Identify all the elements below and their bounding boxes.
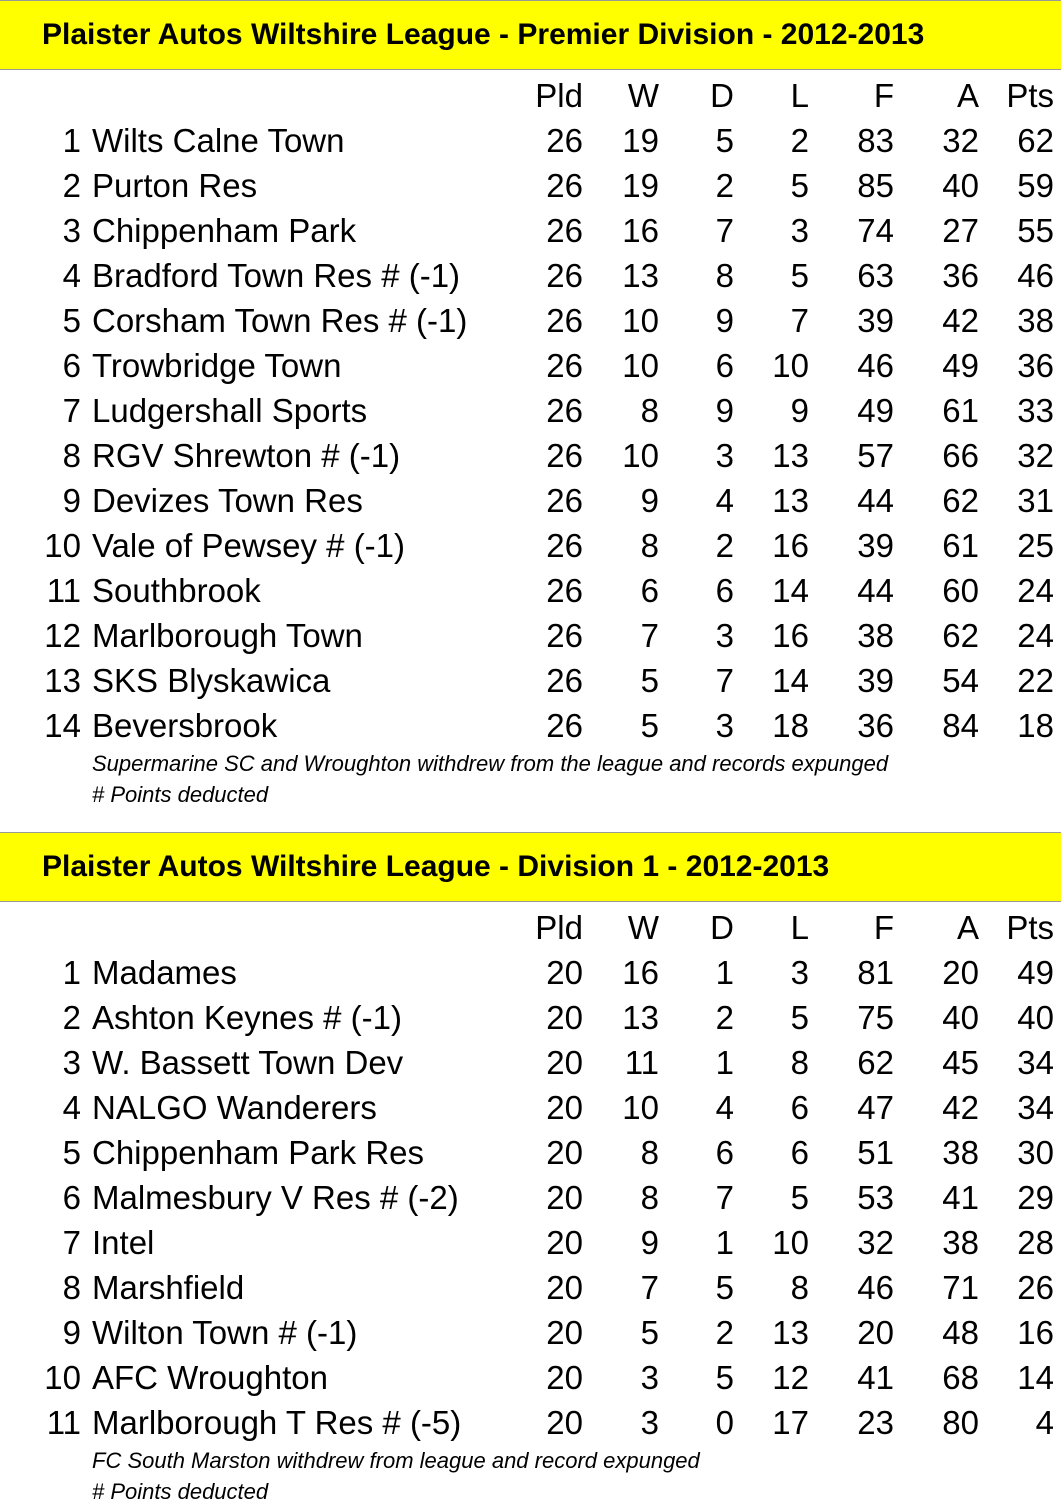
a-cell: 32 xyxy=(942,122,979,159)
table-row xyxy=(0,1310,1061,1355)
d-cell: 5 xyxy=(715,1359,734,1396)
l-cell: 2 xyxy=(790,122,809,159)
position-cell: 9 xyxy=(62,1314,81,1351)
table-row xyxy=(0,1220,1061,1265)
position-cell: 14 xyxy=(44,707,81,744)
team-name-cell: Southbrook xyxy=(92,572,261,609)
w-cell: 8 xyxy=(640,1179,659,1216)
column-header-f: F xyxy=(873,77,894,114)
pld-cell: 26 xyxy=(546,617,583,654)
pts-cell: 36 xyxy=(1017,347,1054,384)
a-cell: 41 xyxy=(942,1179,979,1216)
d-cell: 6 xyxy=(715,347,734,384)
table-row xyxy=(0,1355,1061,1400)
w-cell: 9 xyxy=(640,482,659,519)
a-cell: 20 xyxy=(942,954,979,991)
position-cell: 3 xyxy=(62,1044,81,1081)
position-cell: 10 xyxy=(44,1359,81,1396)
f-cell: 75 xyxy=(857,999,894,1036)
l-cell: 18 xyxy=(772,707,809,744)
f-cell: 63 xyxy=(857,257,894,294)
team-name-cell: SKS Blyskawica xyxy=(92,662,331,699)
team-name-cell: Chippenham Park Res xyxy=(92,1134,424,1171)
w-cell: 5 xyxy=(640,662,659,699)
f-cell: 74 xyxy=(857,212,894,249)
l-cell: 5 xyxy=(790,999,809,1036)
table-row xyxy=(0,1265,1061,1310)
d-cell: 1 xyxy=(715,954,734,991)
table-row xyxy=(0,1130,1061,1175)
team-name-cell: Ashton Keynes # (-1) xyxy=(92,999,402,1036)
pts-cell: 49 xyxy=(1017,954,1054,991)
pts-cell: 38 xyxy=(1017,302,1054,339)
w-cell: 13 xyxy=(622,257,659,294)
d-cell: 7 xyxy=(715,212,734,249)
l-cell: 8 xyxy=(790,1044,809,1081)
column-header-l: L xyxy=(790,909,809,946)
a-cell: 80 xyxy=(942,1404,979,1441)
pts-cell: 32 xyxy=(1017,437,1054,474)
a-cell: 71 xyxy=(942,1269,979,1306)
d-cell: 5 xyxy=(715,1269,734,1306)
position-cell: 13 xyxy=(44,662,81,699)
table-row xyxy=(0,343,1061,388)
w-cell: 8 xyxy=(640,527,659,564)
pts-cell: 46 xyxy=(1017,257,1054,294)
w-cell: 6 xyxy=(640,572,659,609)
pts-cell: 31 xyxy=(1017,482,1054,519)
column-header-a: A xyxy=(956,909,979,946)
team-name-cell: Marshfield xyxy=(92,1269,245,1306)
l-cell: 10 xyxy=(772,347,809,384)
w-cell: 10 xyxy=(622,347,659,384)
a-cell: 62 xyxy=(942,482,979,519)
column-header-pts: Pts xyxy=(1006,909,1054,946)
column-header-w: W xyxy=(627,909,659,946)
a-cell: 49 xyxy=(942,347,979,384)
column-header-pld: Pld xyxy=(535,77,583,114)
l-cell: 13 xyxy=(772,482,809,519)
table-title-banner xyxy=(0,0,1061,70)
pts-cell: 40 xyxy=(1017,999,1054,1036)
d-cell: 1 xyxy=(715,1224,734,1261)
l-cell: 6 xyxy=(790,1134,809,1171)
team-name-cell: Intel xyxy=(92,1224,155,1261)
position-cell: 2 xyxy=(62,999,81,1036)
w-cell: 19 xyxy=(622,122,659,159)
f-cell: 53 xyxy=(857,1179,894,1216)
l-cell: 14 xyxy=(772,572,809,609)
team-name-cell: Vale of Pewsey # (-1) xyxy=(92,527,406,564)
pld-cell: 26 xyxy=(546,257,583,294)
pld-cell: 20 xyxy=(546,1359,583,1396)
f-cell: 20 xyxy=(857,1314,894,1351)
column-header-d: D xyxy=(710,909,734,946)
position-cell: 1 xyxy=(62,122,81,159)
pts-cell: 29 xyxy=(1017,1179,1054,1216)
table-row xyxy=(0,658,1061,703)
f-cell: 44 xyxy=(857,572,894,609)
f-cell: 46 xyxy=(857,347,894,384)
l-cell: 14 xyxy=(772,662,809,699)
pld-cell: 26 xyxy=(546,437,583,474)
d-cell: 1 xyxy=(715,1044,734,1081)
d-cell: 7 xyxy=(715,662,734,699)
pld-cell: 20 xyxy=(546,999,583,1036)
a-cell: 68 xyxy=(942,1359,979,1396)
position-cell: 4 xyxy=(62,257,81,294)
f-cell: 44 xyxy=(857,482,894,519)
d-cell: 7 xyxy=(715,1179,734,1216)
f-cell: 81 xyxy=(857,954,894,991)
position-cell: 10 xyxy=(44,527,81,564)
pld-cell: 20 xyxy=(546,1044,583,1081)
f-cell: 47 xyxy=(857,1089,894,1126)
a-cell: 38 xyxy=(942,1224,979,1261)
l-cell: 3 xyxy=(790,212,809,249)
l-cell: 5 xyxy=(790,167,809,204)
f-cell: 41 xyxy=(857,1359,894,1396)
a-cell: 62 xyxy=(942,617,979,654)
pld-cell: 20 xyxy=(546,1404,583,1441)
d-cell: 9 xyxy=(715,392,734,429)
table-header-row xyxy=(0,905,1061,950)
pld-cell: 26 xyxy=(546,572,583,609)
table-row xyxy=(0,433,1061,478)
l-cell: 13 xyxy=(772,1314,809,1351)
pld-cell: 20 xyxy=(546,1314,583,1351)
position-cell: 6 xyxy=(62,347,81,384)
position-cell: 2 xyxy=(62,167,81,204)
column-header-pts: Pts xyxy=(1006,77,1054,114)
l-cell: 12 xyxy=(772,1359,809,1396)
d-cell: 9 xyxy=(715,302,734,339)
pld-cell: 20 xyxy=(546,954,583,991)
f-cell: 32 xyxy=(857,1224,894,1261)
column-header-pld: Pld xyxy=(535,909,583,946)
team-name-cell: AFC Wroughton xyxy=(92,1359,328,1396)
w-cell: 3 xyxy=(640,1359,659,1396)
d-cell: 2 xyxy=(715,167,734,204)
f-cell: 36 xyxy=(857,707,894,744)
l-cell: 17 xyxy=(772,1404,809,1441)
table-header-row xyxy=(0,73,1061,118)
d-cell: 2 xyxy=(715,1314,734,1351)
f-cell: 39 xyxy=(857,662,894,699)
pts-cell: 33 xyxy=(1017,392,1054,429)
pld-cell: 26 xyxy=(546,167,583,204)
l-cell: 16 xyxy=(772,527,809,564)
d-cell: 3 xyxy=(715,437,734,474)
a-cell: 61 xyxy=(942,392,979,429)
w-cell: 19 xyxy=(622,167,659,204)
pts-cell: 34 xyxy=(1017,1089,1054,1126)
w-cell: 16 xyxy=(622,212,659,249)
table-row xyxy=(0,253,1061,298)
table-row xyxy=(0,118,1061,163)
table-title: Plaister Autos Wiltshire League - Division 1 - 2012-2013 xyxy=(42,850,830,883)
a-cell: 84 xyxy=(942,707,979,744)
pld-cell: 20 xyxy=(546,1269,583,1306)
f-cell: 39 xyxy=(857,527,894,564)
a-cell: 60 xyxy=(942,572,979,609)
column-header-a: A xyxy=(956,77,979,114)
position-cell: 5 xyxy=(62,302,81,339)
position-cell: 3 xyxy=(62,212,81,249)
table-row xyxy=(0,995,1061,1040)
d-cell: 4 xyxy=(715,1089,734,1126)
pts-cell: 16 xyxy=(1017,1314,1054,1351)
team-name-cell: Wilts Calne Town xyxy=(92,122,345,159)
team-name-cell: W. Bassett Town Dev xyxy=(92,1044,404,1081)
d-cell: 2 xyxy=(715,527,734,564)
pts-cell: 22 xyxy=(1017,662,1054,699)
table-row xyxy=(0,478,1061,523)
w-cell: 16 xyxy=(622,954,659,991)
w-cell: 7 xyxy=(640,1269,659,1306)
a-cell: 42 xyxy=(942,1089,979,1126)
w-cell: 5 xyxy=(640,1314,659,1351)
w-cell: 5 xyxy=(640,707,659,744)
l-cell: 16 xyxy=(772,617,809,654)
pts-cell: 62 xyxy=(1017,122,1054,159)
d-cell: 3 xyxy=(715,617,734,654)
column-header-l: L xyxy=(790,77,809,114)
pld-cell: 26 xyxy=(546,347,583,384)
footnote-points-deducted: # Points deducted xyxy=(92,782,269,807)
table-row xyxy=(0,298,1061,343)
team-name-cell: Chippenham Park xyxy=(92,212,357,249)
table-title: Plaister Autos Wiltshire League - Premier Division - 2012-2013 xyxy=(42,18,925,51)
l-cell: 5 xyxy=(790,257,809,294)
l-cell: 13 xyxy=(772,437,809,474)
table-row xyxy=(0,613,1061,658)
d-cell: 3 xyxy=(715,707,734,744)
pts-cell: 4 xyxy=(1035,1404,1054,1441)
table-row xyxy=(0,1175,1061,1220)
position-cell: 11 xyxy=(46,1404,81,1441)
a-cell: 66 xyxy=(942,437,979,474)
footnote-withdrawal: FC South Marston withdrew from league and record expunged xyxy=(92,1448,700,1473)
l-cell: 7 xyxy=(790,302,809,339)
pld-cell: 26 xyxy=(546,122,583,159)
pld-cell: 20 xyxy=(546,1089,583,1126)
team-name-cell: Marlborough T Res # (-5) xyxy=(92,1404,462,1441)
f-cell: 83 xyxy=(857,122,894,159)
team-name-cell: Malmesbury V Res # (-2) xyxy=(92,1179,459,1216)
d-cell: 5 xyxy=(715,122,734,159)
team-name-cell: Purton Res xyxy=(92,167,258,204)
l-cell: 6 xyxy=(790,1089,809,1126)
pts-cell: 24 xyxy=(1017,572,1054,609)
pts-cell: 18 xyxy=(1017,707,1054,744)
f-cell: 62 xyxy=(857,1044,894,1081)
pld-cell: 26 xyxy=(546,392,583,429)
f-cell: 23 xyxy=(857,1404,894,1441)
position-cell: 9 xyxy=(62,482,81,519)
pld-cell: 20 xyxy=(546,1134,583,1171)
position-cell: 5 xyxy=(62,1134,81,1171)
d-cell: 4 xyxy=(715,482,734,519)
l-cell: 5 xyxy=(790,1179,809,1216)
footnote-points-deducted: # Points deducted xyxy=(92,1479,269,1504)
a-cell: 27 xyxy=(942,212,979,249)
team-name-cell: Trowbridge Town xyxy=(92,347,342,384)
team-name-cell: Devizes Town Res xyxy=(92,482,363,519)
a-cell: 36 xyxy=(942,257,979,294)
a-cell: 42 xyxy=(942,302,979,339)
w-cell: 3 xyxy=(640,1404,659,1441)
pts-cell: 14 xyxy=(1017,1359,1054,1396)
team-name-cell: Wilton Town # (-1) xyxy=(92,1314,358,1351)
pts-cell: 55 xyxy=(1017,212,1054,249)
a-cell: 40 xyxy=(942,999,979,1036)
position-cell: 7 xyxy=(62,1224,81,1261)
l-cell: 3 xyxy=(790,954,809,991)
w-cell: 11 xyxy=(624,1044,659,1081)
team-name-cell: Corsham Town Res # (-1) xyxy=(92,302,468,339)
pld-cell: 26 xyxy=(546,707,583,744)
d-cell: 2 xyxy=(715,999,734,1036)
column-header-w: W xyxy=(627,77,659,114)
w-cell: 10 xyxy=(622,437,659,474)
pld-cell: 26 xyxy=(546,302,583,339)
column-header-d: D xyxy=(710,77,734,114)
pld-cell: 26 xyxy=(546,527,583,564)
f-cell: 38 xyxy=(857,617,894,654)
position-cell: 8 xyxy=(62,437,81,474)
column-header-f: F xyxy=(873,909,894,946)
position-cell: 12 xyxy=(44,617,81,654)
table-row xyxy=(0,1085,1061,1130)
pts-cell: 24 xyxy=(1017,617,1054,654)
team-name-cell: NALGO Wanderers xyxy=(92,1089,377,1126)
position-cell: 8 xyxy=(62,1269,81,1306)
table-row xyxy=(0,523,1061,568)
f-cell: 85 xyxy=(857,167,894,204)
position-cell: 7 xyxy=(62,392,81,429)
a-cell: 40 xyxy=(942,167,979,204)
a-cell: 38 xyxy=(942,1134,979,1171)
pld-cell: 20 xyxy=(546,1179,583,1216)
table-row xyxy=(0,388,1061,433)
team-name-cell: Bradford Town Res # (-1) xyxy=(92,257,461,294)
table-row xyxy=(0,1400,1061,1445)
w-cell: 8 xyxy=(640,392,659,429)
d-cell: 0 xyxy=(715,1404,734,1441)
pts-cell: 26 xyxy=(1017,1269,1054,1306)
team-name-cell: Madames xyxy=(92,954,237,991)
position-cell: 1 xyxy=(62,954,81,991)
position-cell: 4 xyxy=(62,1089,81,1126)
d-cell: 6 xyxy=(715,572,734,609)
w-cell: 8 xyxy=(640,1134,659,1171)
table-row xyxy=(0,568,1061,613)
d-cell: 6 xyxy=(715,1134,734,1171)
table-row xyxy=(0,950,1061,995)
table-row xyxy=(0,163,1061,208)
pts-cell: 34 xyxy=(1017,1044,1054,1081)
position-cell: 11 xyxy=(46,572,81,609)
w-cell: 10 xyxy=(622,1089,659,1126)
pld-cell: 26 xyxy=(546,212,583,249)
pts-cell: 59 xyxy=(1017,167,1054,204)
footnote-withdrawal: Supermarine SC and Wroughton withdrew from the league and records expunged xyxy=(92,751,889,776)
team-name-cell: Marlborough Town xyxy=(92,617,363,654)
l-cell: 9 xyxy=(790,392,809,429)
pld-cell: 26 xyxy=(546,482,583,519)
a-cell: 61 xyxy=(942,527,979,564)
pts-cell: 28 xyxy=(1017,1224,1054,1261)
w-cell: 13 xyxy=(622,999,659,1036)
d-cell: 8 xyxy=(715,257,734,294)
a-cell: 45 xyxy=(942,1044,979,1081)
table-row xyxy=(0,208,1061,253)
f-cell: 57 xyxy=(857,437,894,474)
pld-cell: 26 xyxy=(546,662,583,699)
a-cell: 48 xyxy=(942,1314,979,1351)
w-cell: 10 xyxy=(622,302,659,339)
f-cell: 51 xyxy=(857,1134,894,1171)
position-cell: 6 xyxy=(62,1179,81,1216)
pts-cell: 25 xyxy=(1017,527,1054,564)
table-row xyxy=(0,1040,1061,1085)
l-cell: 8 xyxy=(790,1269,809,1306)
w-cell: 7 xyxy=(640,617,659,654)
team-name-cell: Beversbrook xyxy=(92,707,278,744)
a-cell: 54 xyxy=(942,662,979,699)
f-cell: 46 xyxy=(857,1269,894,1306)
team-name-cell: RGV Shrewton # (-1) xyxy=(92,437,401,474)
pld-cell: 20 xyxy=(546,1224,583,1261)
table-title-banner xyxy=(0,832,1061,902)
w-cell: 9 xyxy=(640,1224,659,1261)
table-row xyxy=(0,703,1061,748)
team-name-cell: Ludgershall Sports xyxy=(92,392,368,429)
f-cell: 39 xyxy=(857,302,894,339)
pts-cell: 30 xyxy=(1017,1134,1054,1171)
l-cell: 10 xyxy=(772,1224,809,1261)
f-cell: 49 xyxy=(857,392,894,429)
